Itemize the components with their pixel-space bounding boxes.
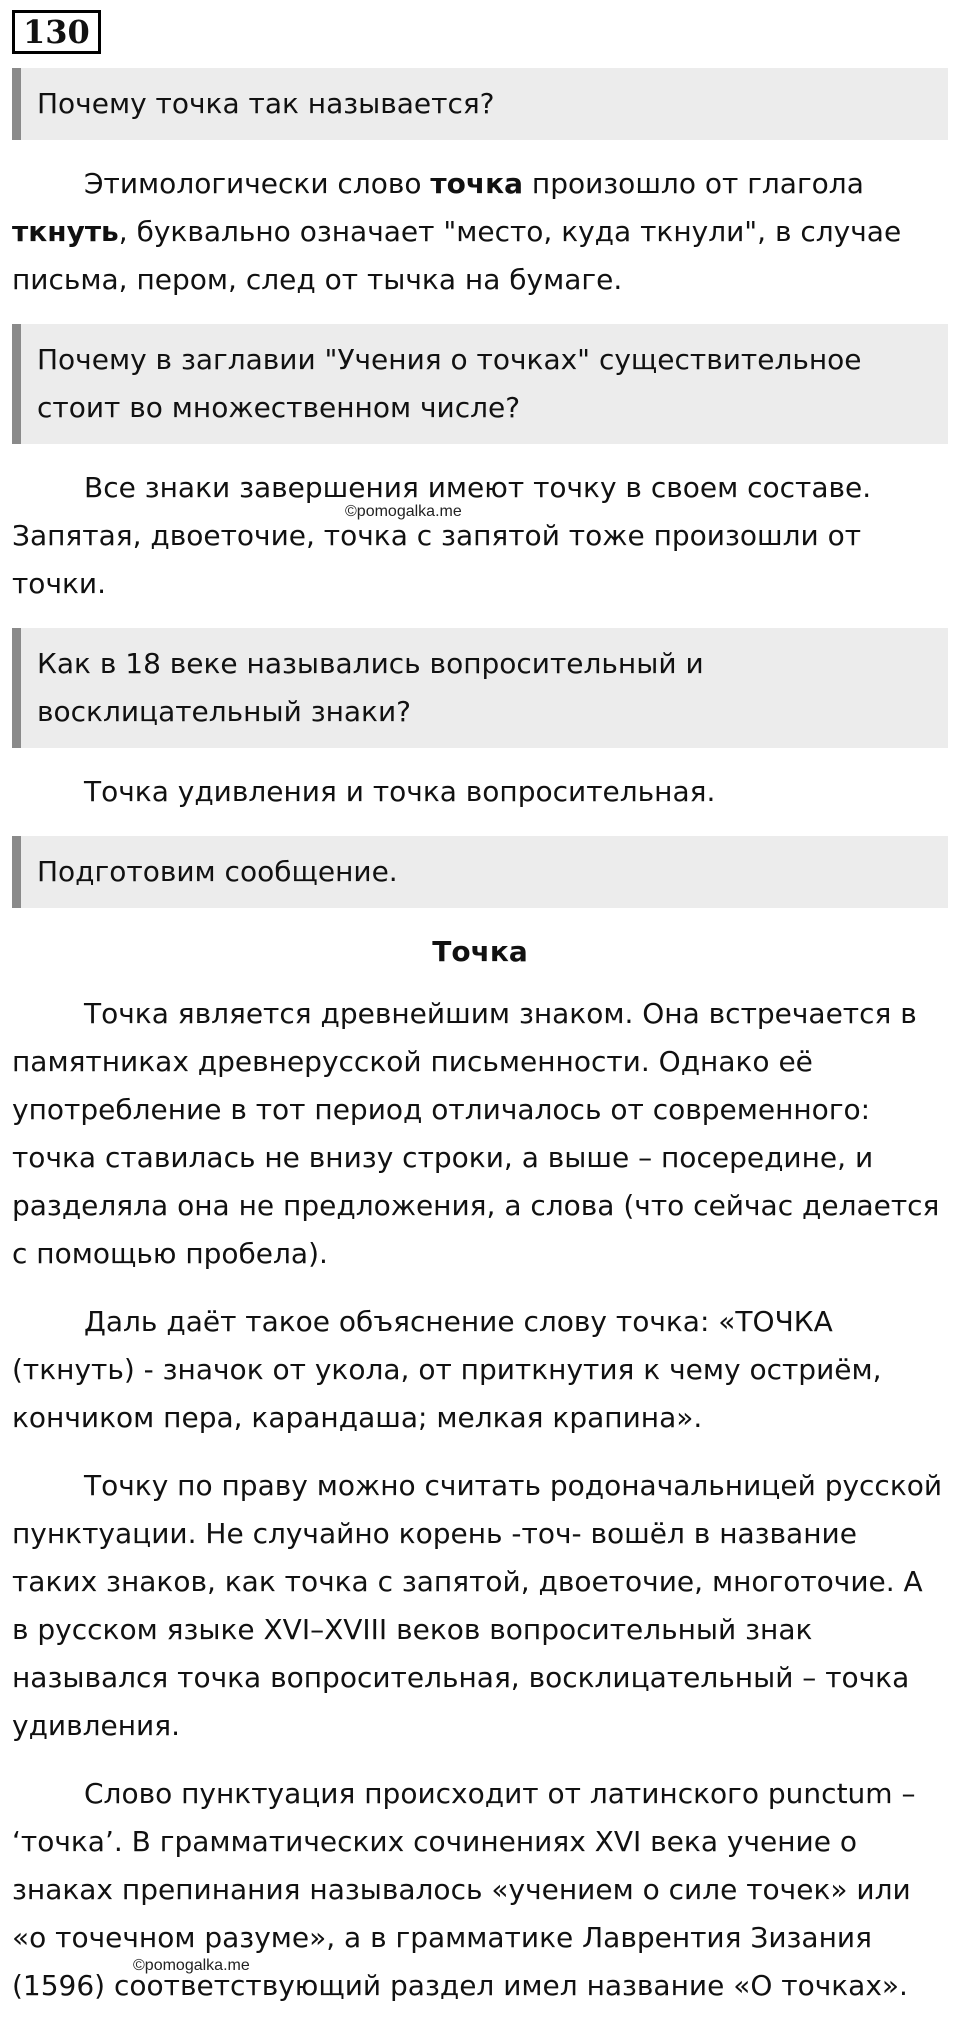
answer-1-bold-word: точка	[430, 167, 523, 200]
task-number: 130	[12, 10, 101, 54]
answer-1-text: Этимологически слово	[84, 167, 431, 200]
essay-title: Точка	[432, 935, 528, 968]
essay-paragraph: Точку по праву можно считать родоначальницей русской пунктуации. Не случайно корень -точ- вошёл в название таких знаков, как точка с запятой, двоеточие, многоточие. А в русском языке XVI–XVIII веков вопросительный знак назывался точка вопросительная, восклицательный – точка удивления.	[12, 1469, 943, 1742]
answer-1-text: , буквально означает "место, куда ткнули", в случае письма, пером, след от тычка на бумаге.	[12, 215, 902, 296]
essay-paragraph: Даль даёт такое объяснение слову точка: «ТОЧКА (ткнуть) - значок от укола, от приткнутия к чему остриём, кончиком пера, карандаша; мелкая крапина».	[12, 1305, 882, 1434]
essay-paragraph: Слово пунктуация происходит от латинского punctum – ‘точка’. В грамматических сочинениях XVI века учение о знаках препинания называлось «учением о силе точек» или «о точечном разуме», а в грамматике Лаврентия Зизания (1596) соответствующий раздел имел название «О точках».	[12, 1777, 916, 2002]
answer-2: Все знаки завершения имеют точку в своем составе. Запятая, двоеточие, точка с запятой тоже произошли от точки.	[12, 471, 872, 600]
question-2: Почему в заглавии "Учения о точках" существительное стоит во множественном числе?	[12, 324, 948, 444]
essay-paragraph: Точка является древнейшим знаком. Она встречается в памятниках древнерусской письменности. Однако её употребление в тот период отличалось от современного: точка ставилась не внизу строки, а выше – посередине, и разделяла она не предложения, а слова (что сейчас делается с помощью пробела).	[12, 997, 940, 1270]
answer-1-bold-word: ткнуть	[12, 215, 119, 248]
page	[12, 10, 948, 2030]
question-1: Почему точка так называется?	[12, 68, 948, 140]
question-3: Как в 18 веке назывались вопросительный и восклицательный знаки?	[12, 628, 948, 748]
watermark: ©pomogalka.me	[133, 1957, 250, 1974]
answer-1	[12, 160, 948, 304]
answer-1-text: произошло от глагола	[522, 167, 864, 200]
watermark: ©pomogalka.me	[345, 503, 462, 520]
answer-3: Точка удивления и точка вопросительная.	[84, 775, 716, 808]
question-4: Подготовим сообщение.	[12, 836, 948, 908]
